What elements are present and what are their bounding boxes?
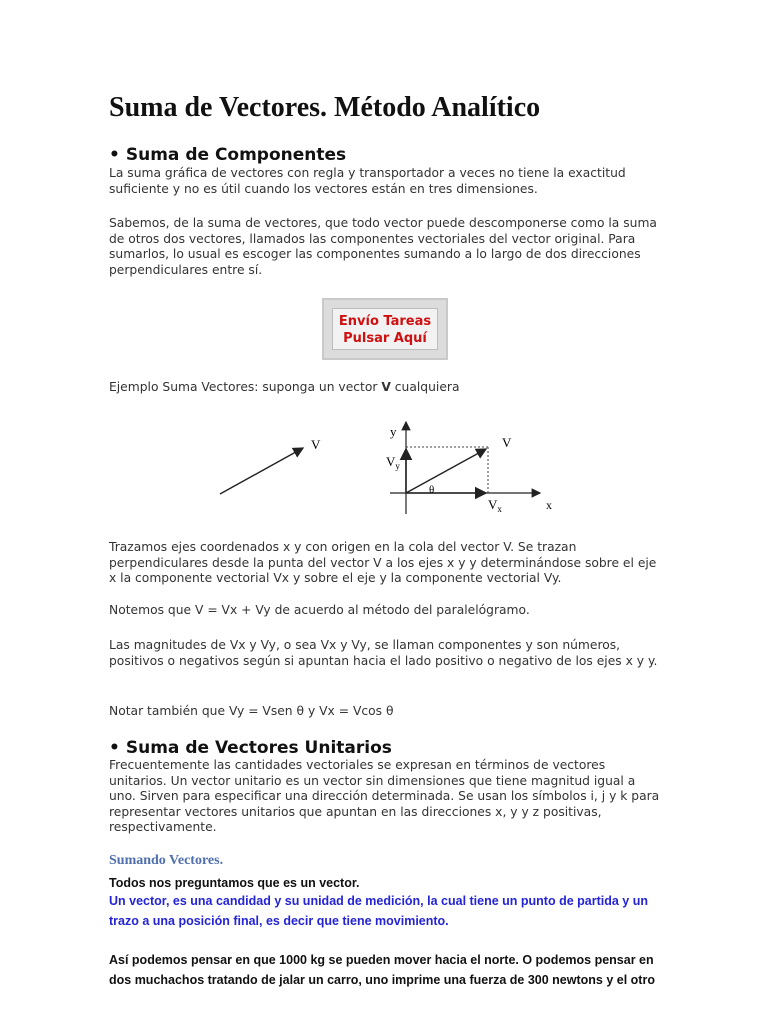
vy-label: $V_y$ [386,454,400,471]
vector-v-label: V [311,437,321,452]
paragraph-parallelogram: Notemos que V = Vx + Vy de acuerdo al método del paralelógramo. [109,603,530,617]
paragraph-intro: La suma gráfica de vectores con regla y transportador a veces no tiene la exactitud suficiente y no es útil cuando los vectores están en tres dimensiones. [109,166,626,196]
paragraph-unit-vectors: Frecuentemente las cantidades vectoriales se expresan en términos de vectores unitarios. Un vector unitario es un vector sin dimensiones que tiene magnitud igual a uno. Sirven para especificar una dirección determinada. Se usan los símbolos i, j y k para representar vectores unitarios que apuntan en las direcciones x, y y z positivas, respectivamente. [109,758,660,835]
vector-v-components-arrow [406,449,486,493]
example-vector-symbol: V [381,380,391,394]
bullet-icon: • [109,145,120,165]
button-line-2: Pulsar Aquí [343,331,427,346]
paragraph-trig: Notar también que Vy = Vsen θ y Vx = Vcos θ [109,704,394,718]
example-tail: cualquiera [394,380,460,394]
vector-diagram [200,414,570,524]
button-face [332,308,438,350]
x-axis-label: x [546,498,552,512]
theta-label: θ [429,484,435,496]
paragraph-magnitudes: Las magnitudes de Vx y Vy, o sea Vx y Vy, se llaman componentes y son números, positivos o negativos según si apuntan hacia el lado positivo o negativo de los ejes x y y. [109,638,658,668]
section-heading-text: Suma de Componentes [125,145,347,165]
paragraph-definition: Un vector, es una candidad y su unidad de medición, la cual tiene un punto de partida y un trazo a una posición final, es decir que tiene movimiento. [109,894,648,928]
section-heading-unitarios [109,738,392,758]
paragraph-question: Todos nos preguntamos que es un vector. [109,876,360,890]
paragraph-example: Así podemos pensar en que 1000 kg se pueden mover hacia el norte. O podemos pensar en dos muchachos tratando de jalar un carro, uno imprime una fuerza de 300 newtons y el otro [109,953,655,987]
y-axis-label: y [390,424,397,439]
bullet-icon: • [109,738,120,758]
vx-label: $V_x$ [488,497,502,514]
paragraph-components: Sabemos, de la suma de vectores, que todo vector puede descomponerse como la suma de otros dos vectores, llamados las componentes vectoriales del vector original. Para sumarlos, lo usual es escoger las componentes sumando a lo largo de dos direcciones perpendiculares entre sí. [109,216,657,277]
button-line-1: Envío Tareas [338,314,432,329]
envio-tareas-button[interactable] [322,298,448,360]
section-heading-text: Suma de Vectores Unitarios [125,738,392,758]
page-title: Suma de Vectores. Método Analítico [109,92,541,123]
example-text [109,380,661,396]
vector-v-arrow [220,448,303,494]
section-heading-componentes [109,145,346,165]
section-heading-sumando: Sumando Vectores. [109,853,224,868]
example-intro: Ejemplo Suma Vectores: suponga un vector [109,380,378,394]
vector-v2-label: V [502,435,512,450]
paragraph-axes: Trazamos ejes coordenados x y con origen en la cola del vector V. Se trazan perpendiculares desde la punta del vector V a los ejes x y y determinándose sobre el eje x la componente vectorial Vx y sobre el eje y la componente vectorial Vy. [109,540,657,586]
